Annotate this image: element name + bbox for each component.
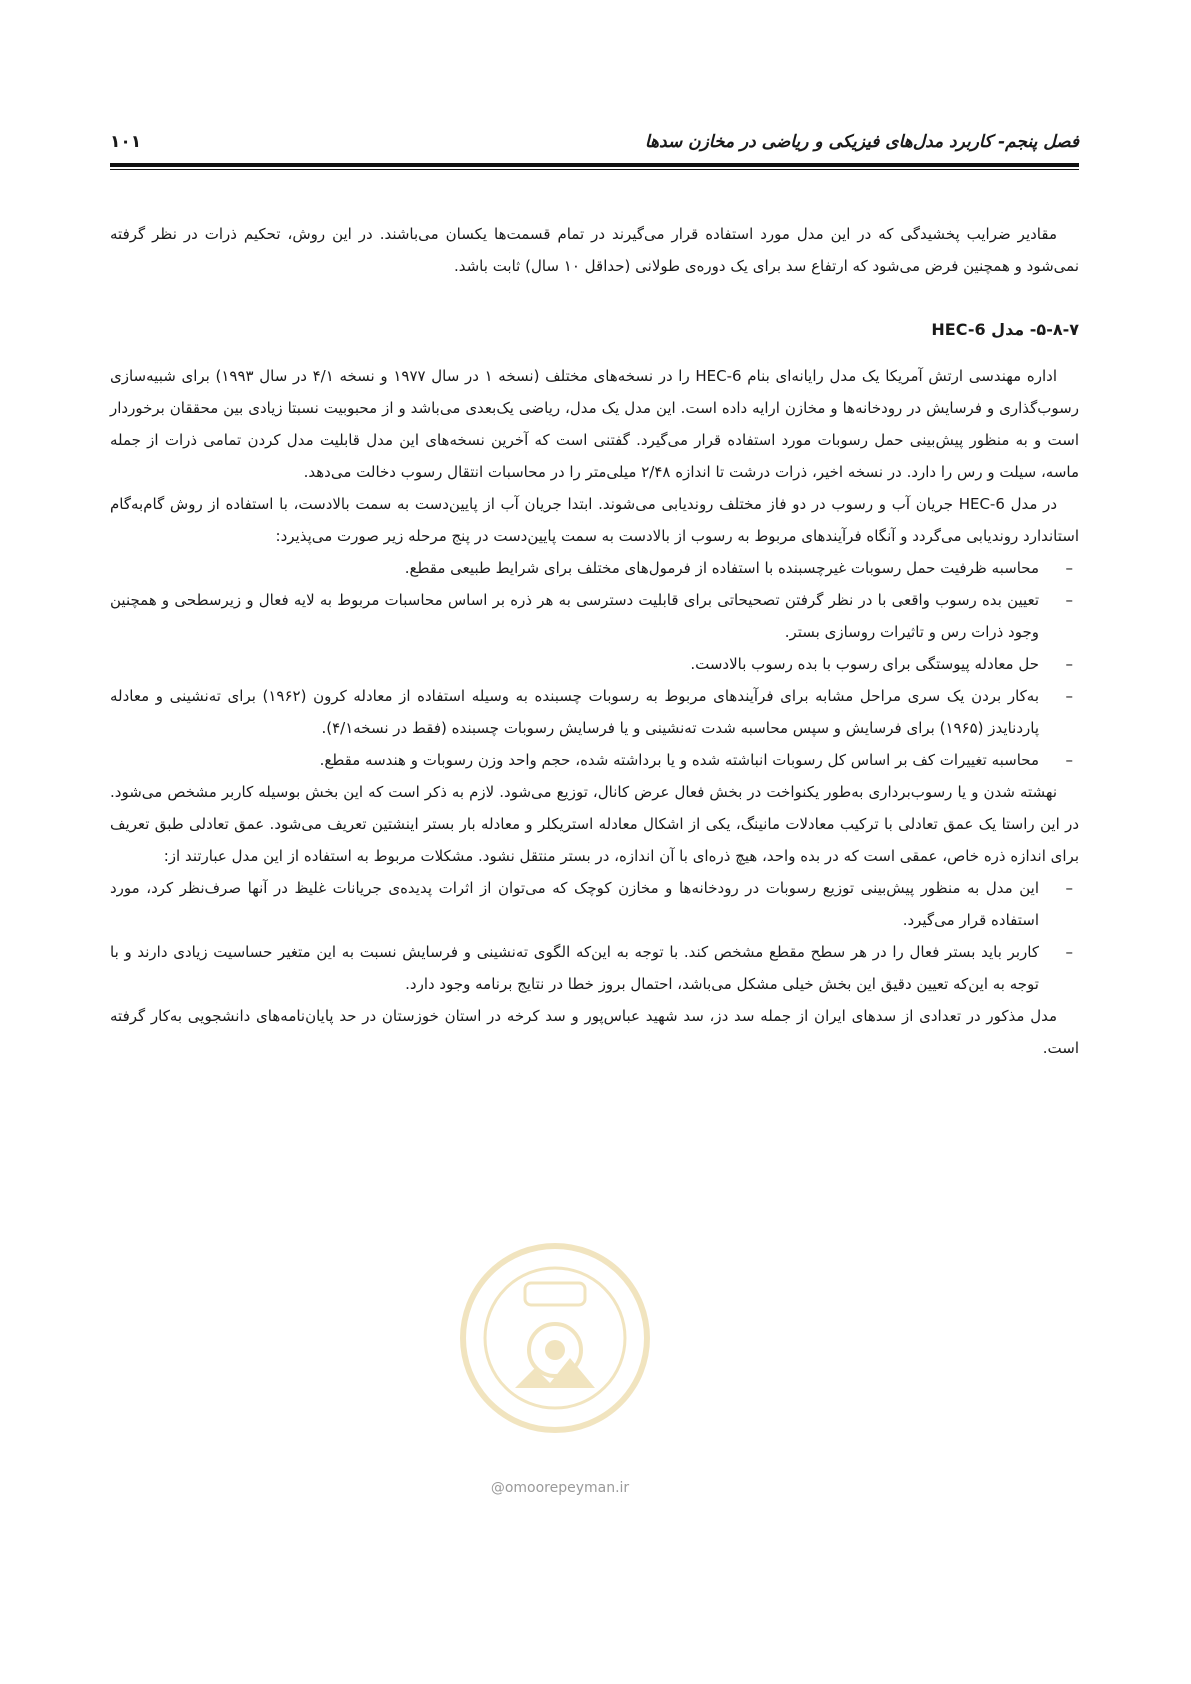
watermark-seal-icon — [455, 1238, 655, 1458]
header-rule — [110, 163, 1079, 167]
running-header — [110, 128, 1079, 162]
list-item-text: کاربر باید بستر فعال را در هر سطح مقطع مشخص کند. با توجه به این‌که الگوی ته‌نشینی و فرسایش نسبت به این متغیر حساسیت زیادی دارند و با توجه به این‌که تعیین دقیق این بخش خیلی مشکل می‌باشد، احتمال بروز خطا در نتایج برنامه وجود دارد. — [110, 943, 1039, 993]
list-item — [110, 680, 1079, 744]
problems-list — [110, 872, 1079, 1000]
page-number: ۱۰۱ — [110, 132, 142, 152]
section-heading: ۵-۸-۷- مدل HEC-6 — [931, 320, 1079, 339]
watermark-url: @omoorepeyman.ir — [490, 1480, 630, 1496]
paragraph: در مدل HEC-6 جریان آب و رسوب در دو فاز مختلف روندیابی می‌شوند. ابتدا جریان آب از پایین‌دست به سمت بالادست، با استفاده از روش گام‌به‌گام استاندارد روندیابی می‌گردد و آنگاه فرآیندهای مربوط به رسوب از بالادست به سمت پایین‌دست در پنج مرحله زیر صورت می‌پذیرد: — [110, 495, 1079, 545]
list-item-text: حل معادله پیوستگی برای رسوب با بده رسوب بالادست. — [690, 655, 1039, 673]
list-item — [110, 584, 1079, 648]
list-item — [110, 648, 1079, 680]
header-rule-thin — [110, 169, 1079, 170]
dash-bullet: – — [1065, 591, 1073, 609]
chapter-title: فصل پنجم- کاربرد مدل‌های فیزیکی و ریاضی در مخازن سدها — [644, 132, 1079, 152]
dash-bullet: – — [1065, 559, 1073, 577]
dash-bullet: – — [1065, 687, 1073, 705]
list-item — [110, 744, 1079, 776]
dash-bullet: – — [1065, 751, 1073, 769]
dash-bullet: – — [1065, 943, 1073, 961]
paragraph: اداره مهندسی ارتش آمریکا یک مدل رایانه‌ای بنام HEC-6 را در نسخه‌های مختلف (نسخه ۱ در سال ۱۹۷۷ و نسخه ۴/۱ در سال ۱۹۹۳) برای شبیه‌سازی رسوب‌گذاری و فرسایش در رودخانه‌ها و مخازن ارایه داده است. این مدل یک مدل، ریاضی یک‌بعدی می‌باشد و از محبوبیت نسبتا زیادی بین محققان برخوردار است و به منظور پیش‌بینی حمل رسوبات مورد استفاده قرار می‌گیرد. گفتنی است که آخرین نسخه‌های این مدل قابلیت مدل کردن تمامی ذرات از جمله ماسه، سیلت و رس را دارد. در نسخه اخیر، ذرات درشت تا اندازه ۲/۴۸ میلی‌متر را در محاسبات انتقال رسوب دخالت می‌دهد. — [110, 367, 1079, 481]
intro-paragraph: مقادیر ضرایب پخشیدگی که در این مدل مورد استفاده قرار می‌گیرند در تمام قسمت‌ها یکسان می‌باشند. در این روش، تحکیم ذرات در نظر گرفته نمی‌شود و همچنین فرض می‌شود که ارتفاع سد برای یک دوره‌ی طولانی (حداقل ۱۰ سال) ثابت باشد. — [110, 225, 1079, 275]
dash-bullet: – — [1065, 879, 1073, 897]
list-item-text: محاسبه تغییرات کف بر اساس کل رسوبات انباشته شده و یا برداشته شده، حجم واحد وزن رسوبات و هندسه مقطع. — [319, 751, 1039, 769]
list-item-text: محاسبه ظرفیت حمل رسوبات غیرچسبنده با استفاده از فرمول‌های مختلف برای شرایط طبیعی مقطع. — [404, 559, 1039, 577]
dash-bullet: – — [1065, 655, 1073, 673]
list-item-text: تعیین بده رسوب واقعی با در نظر گرفتن تصحیحاتی برای قابلیت دسترسی به هر ذره بر اساس محاسبات مربوط به لایه فعال و زیرسطحی و همچنین وجود ذرات رس و تاثیرات روسازی بستر. — [110, 591, 1039, 641]
page-body — [110, 218, 1079, 1064]
steps-list — [110, 552, 1079, 776]
paragraph: مدل مذکور در تعدادی از سدهای ایران از جمله سد دز، سد شهید عباس‌پور و سد کرخه در استان خوزستان در حد پایان‌نامه‌های دانشجویی به‌کار گرفته است. — [110, 1007, 1079, 1057]
paragraph: نهشته شدن و یا رسوب‌برداری به‌طور یکنواخت در بخش فعال عرض کانال، توزیع می‌شود. لازم به ذکر است که این بخش بوسیله کاربر مشخص می‌شود. در این راستا یک عمق تعادلی با ترکیب معادلات مانینگ، یکی از اشکال معادله استریکلر و معادله بار بستر اینشتین تعریف می‌شود. عمق تعادلی طبق تعریف برای اندازه ذره خاص، عمقی است که در بده واحد، هیچ ذره‌ای با آن اندازه، در بستر منتقل نشود. مشکلات مربوط به استفاده از این مدل عبارتند از: — [110, 783, 1079, 865]
list-item — [110, 552, 1079, 584]
list-item — [110, 936, 1079, 1000]
list-item-text: این مدل به منظور پیش‌بینی توزیع رسوبات در رودخانه‌ها و مخازن کوچک که می‌توان از اثرات پدیده‌ی جریانات غلیظ در آنها صرف‌نظر کرد، مورد استفاده قرار می‌گیرد. — [110, 879, 1039, 929]
list-item — [110, 872, 1079, 936]
list-item-text: به‌کار بردن یک سری مراحل مشابه برای فرآیندهای مربوط به رسوبات چسبنده به وسیله استفاده از معادله کرون (۱۹۶۲) برای ته‌نشینی و معادله پاردنایدز (۱۹۶۵) برای فرسایش و سپس محاسبه شدت ته‌نشینی و یا فرسایش رسوبات چسبنده (فقط در نسخه۴/۱). — [110, 687, 1039, 737]
